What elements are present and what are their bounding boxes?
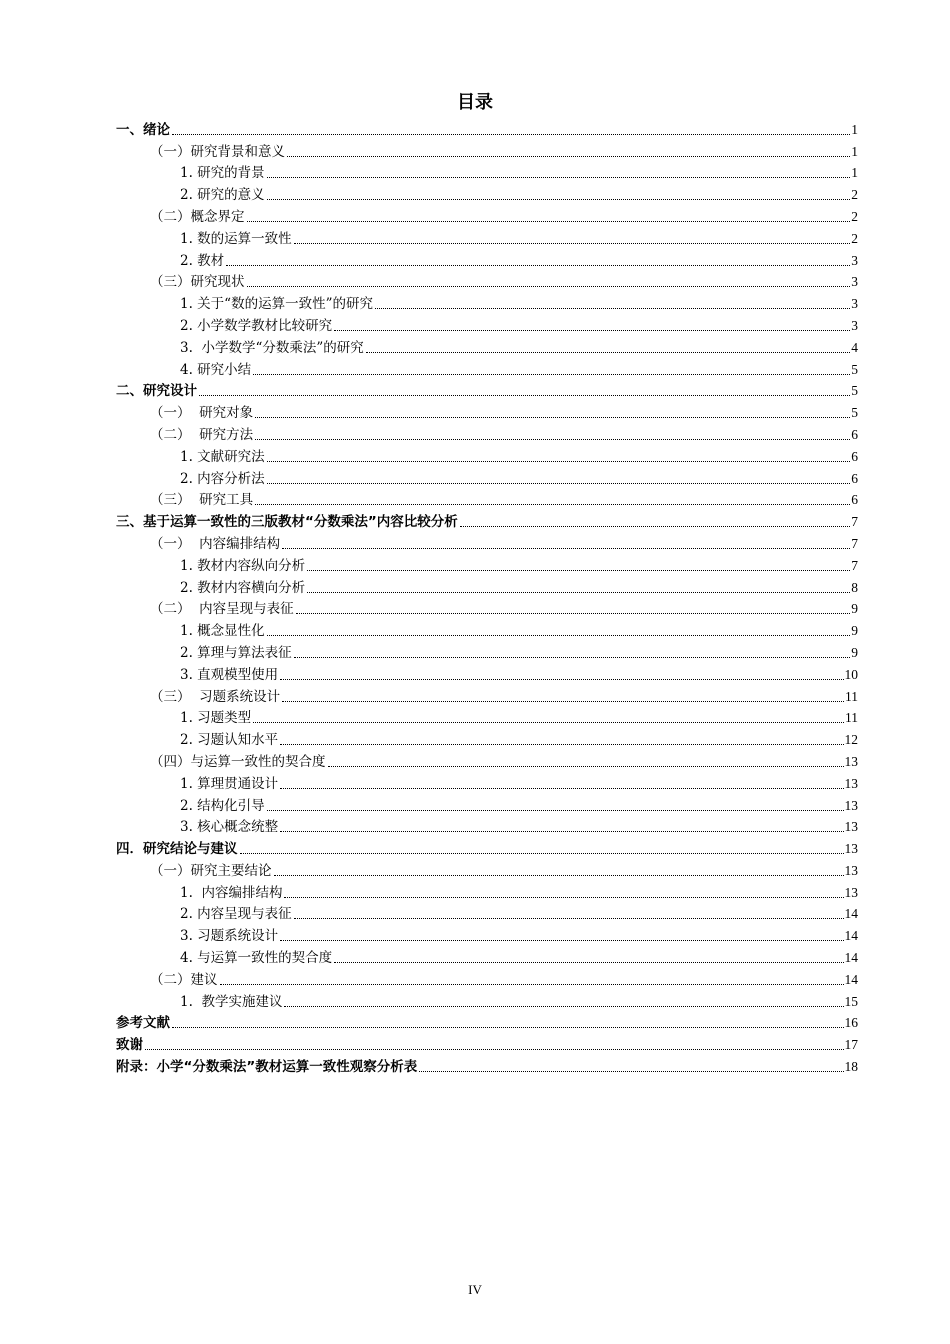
toc-entry-page-number: 13 <box>844 775 858 791</box>
toc-entry[interactable] <box>0 596 858 618</box>
toc-entry[interactable] <box>0 203 858 225</box>
dot-leader <box>267 634 851 636</box>
toc-entry-title: 四．研究结论与建议 <box>116 841 238 858</box>
dot-leader <box>267 460 851 462</box>
toc-entry-title: 2. 教材 <box>180 252 225 269</box>
toc-entry-page-number: 6 <box>851 426 858 442</box>
toc-entry-title: 3. 习题系统设计 <box>180 928 279 945</box>
dot-leader <box>255 438 850 440</box>
dot-leader <box>255 416 850 418</box>
toc-entry[interactable] <box>0 508 858 530</box>
dot-leader <box>375 307 850 309</box>
toc-entry[interactable] <box>0 705 858 727</box>
dot-leader <box>328 765 844 767</box>
toc-entry[interactable] <box>0 792 858 814</box>
dot-leader <box>284 896 843 898</box>
dot-leader <box>220 983 844 985</box>
dot-leader <box>280 830 843 832</box>
toc-entry[interactable] <box>0 116 858 138</box>
toc-entry[interactable] <box>0 225 858 247</box>
toc-entry-page-number: 5 <box>851 383 858 399</box>
dot-leader <box>280 939 843 941</box>
toc-entry-page-number: 12 <box>844 732 858 748</box>
toc-entry[interactable] <box>0 378 858 400</box>
dot-leader <box>334 329 850 331</box>
toc-entry[interactable] <box>0 290 858 312</box>
dot-leader <box>282 547 850 549</box>
toc-entry-page-number: 2 <box>851 187 858 203</box>
toc-entry[interactable] <box>0 356 858 378</box>
toc-entry-page-number: 3 <box>851 252 858 268</box>
dot-leader <box>253 373 850 375</box>
toc-entry-title: （三）研究现状 <box>150 274 245 291</box>
toc-entry[interactable] <box>0 814 858 836</box>
toc-entry[interactable] <box>0 312 858 334</box>
toc-entry[interactable] <box>0 661 858 683</box>
toc-entry[interactable] <box>0 421 858 443</box>
toc-entry[interactable] <box>0 334 858 356</box>
dot-leader <box>247 220 851 222</box>
toc-entry-title: 1. 数的运算一致性 <box>180 230 292 247</box>
toc-entry-title: 1. 教材内容纵向分析 <box>180 557 306 574</box>
toc-entry-page-number: 10 <box>844 666 858 682</box>
toc-entry-page-number: 5 <box>851 361 858 377</box>
dot-leader <box>419 1070 843 1072</box>
toc-entry-page-number: 14 <box>844 950 858 966</box>
dot-leader <box>296 612 851 614</box>
toc-entry-title: 1. 算理贯通设计 <box>180 775 279 792</box>
toc-entry[interactable] <box>0 1010 858 1032</box>
toc-entry-page-number: 13 <box>844 884 858 900</box>
toc-entry-title: （二） 研究方法 <box>150 426 254 443</box>
toc-entry-title: 2. 习题认知水平 <box>180 732 279 749</box>
dot-leader <box>274 874 844 876</box>
toc-entry-title: （二）概念界定 <box>150 208 245 225</box>
toc-entry-page-number: 6 <box>851 492 858 508</box>
toc-entry-title: 1. 研究的背景 <box>180 165 265 182</box>
dot-leader <box>267 482 851 484</box>
toc-entry-page-number: 16 <box>844 1015 858 1031</box>
toc-entry-page-number: 14 <box>844 906 858 922</box>
toc-entry[interactable] <box>0 944 858 966</box>
dot-leader <box>172 133 850 135</box>
toc-entry[interactable] <box>0 966 858 988</box>
dot-leader <box>294 242 851 244</box>
toc-entry[interactable] <box>0 617 858 639</box>
toc-entry-title: 2. 结构化引导 <box>180 797 265 814</box>
toc-entry[interactable] <box>0 922 858 944</box>
table-of-contents <box>0 116 950 1075</box>
toc-entry-title: （三） 习题系统设计 <box>150 688 281 705</box>
dot-leader <box>280 678 843 680</box>
toc-entry-title: 3. 核心概念统整 <box>180 819 279 836</box>
dot-leader <box>267 176 851 178</box>
toc-entry-page-number: 14 <box>844 928 858 944</box>
toc-entry-page-number: 2 <box>851 230 858 246</box>
dot-leader <box>334 961 843 963</box>
toc-entry[interactable] <box>0 247 858 269</box>
dot-leader <box>284 1005 843 1007</box>
toc-entry-title: 3. 小学数学“分数乘法”的研究 <box>180 339 364 356</box>
dot-leader <box>280 743 843 745</box>
dot-leader <box>280 787 843 789</box>
toc-entry[interactable] <box>0 879 858 901</box>
toc-entry-page-number: 13 <box>844 753 858 769</box>
toc-entry-title: 1. 文献研究法 <box>180 448 265 465</box>
toc-entry-page-number: 7 <box>851 514 858 530</box>
toc-entry-title: 1. 习题类型 <box>180 710 252 727</box>
toc-entry-page-number: 7 <box>851 557 858 573</box>
toc-entry[interactable] <box>0 901 858 923</box>
toc-entry-title: 致谢 <box>116 1037 143 1054</box>
toc-entry-title: 二、研究设计 <box>116 383 197 400</box>
dot-leader <box>240 852 844 854</box>
toc-entry-title: （一）研究背景和意义 <box>150 143 285 160</box>
toc-entry-page-number: 5 <box>851 405 858 421</box>
toc-entry-page-number: 1 <box>851 165 858 181</box>
toc-entry[interactable] <box>0 487 858 509</box>
toc-entry-page-number: 13 <box>844 862 858 878</box>
toc-entry-title: 2. 小学数学教材比较研究 <box>180 317 333 334</box>
dot-leader <box>145 1048 844 1050</box>
toc-entry[interactable] <box>0 530 858 552</box>
toc-entry-page-number: 2 <box>851 208 858 224</box>
toc-entry-title: 4. 研究小结 <box>180 361 252 378</box>
toc-entry[interactable] <box>0 639 858 661</box>
toc-entry-page-number: 13 <box>844 797 858 813</box>
dot-leader <box>267 198 851 200</box>
toc-entry-page-number: 13 <box>844 841 858 857</box>
dot-leader <box>226 264 850 266</box>
footer-page-number: IV <box>468 1282 482 1297</box>
toc-entry-page-number: 6 <box>851 470 858 486</box>
toc-entry-title: 2. 教材内容横向分析 <box>180 579 306 596</box>
dot-leader <box>460 525 851 527</box>
toc-entry-title: 2. 研究的意义 <box>180 187 265 204</box>
toc-entry-page-number: 11 <box>845 710 858 726</box>
dot-leader <box>282 700 844 702</box>
dot-leader <box>172 1026 844 1028</box>
toc-entry-title: 4. 与运算一致性的契合度 <box>180 950 333 967</box>
toc-entry[interactable] <box>0 1031 858 1053</box>
dot-leader <box>247 285 851 287</box>
toc-entry-page-number: 9 <box>851 601 858 617</box>
toc-entry-page-number: 9 <box>851 623 858 639</box>
toc-entry[interactable] <box>0 443 858 465</box>
toc-entry-title: （一） 研究对象 <box>150 405 254 422</box>
toc-entry-title: 3. 直观模型使用 <box>180 666 279 683</box>
toc-entry[interactable] <box>0 465 858 487</box>
dot-leader <box>307 591 850 593</box>
toc-entry-title: 1. 教学实施建议 <box>180 993 283 1010</box>
dot-leader <box>255 503 850 505</box>
toc-entry-title: 2. 算理与算法表征 <box>180 644 292 661</box>
toc-entry-page-number: 4 <box>851 339 858 355</box>
toc-entry[interactable] <box>0 574 858 596</box>
toc-entry-title: 一、绪论 <box>116 121 170 138</box>
toc-entry-page-number: 17 <box>844 1037 858 1053</box>
toc-entry[interactable] <box>0 726 858 748</box>
toc-entry-title: 1. 关于“数的运算一致性”的研究 <box>180 296 373 313</box>
toc-entry-title: （二）建议 <box>150 971 218 988</box>
toc-entry[interactable] <box>0 857 858 879</box>
toc-entry-page-number: 3 <box>851 274 858 290</box>
toc-entry-page-number: 1 <box>851 143 858 159</box>
toc-entry-page-number: 7 <box>851 535 858 551</box>
toc-entry[interactable] <box>0 138 858 160</box>
dot-leader <box>307 569 850 571</box>
toc-entry[interactable] <box>0 835 858 857</box>
toc-entry[interactable] <box>0 552 858 574</box>
dot-leader <box>199 394 850 396</box>
toc-entry-title: （三） 研究工具 <box>150 492 254 509</box>
toc-entry-title: 2. 内容呈现与表征 <box>180 906 292 923</box>
toc-entry[interactable] <box>0 181 858 203</box>
dot-leader <box>366 351 850 353</box>
toc-entry-page-number: 15 <box>844 993 858 1009</box>
toc-entry[interactable] <box>0 269 858 291</box>
toc-entry-page-number: 8 <box>851 579 858 595</box>
toc-entry-page-number: 3 <box>851 317 858 333</box>
toc-entry-page-number: 3 <box>851 296 858 312</box>
toc-entry-title: （一）研究主要结论 <box>150 862 272 879</box>
toc-entry-title: 三、基于运算一致性的三版教材“分数乘法”内容比较分析 <box>116 514 458 531</box>
dot-leader <box>267 809 844 811</box>
toc-entry[interactable] <box>0 683 858 705</box>
toc-entry-title: 参考文献 <box>116 1015 170 1032</box>
toc-entry[interactable] <box>0 770 858 792</box>
toc-entry-title: （四）与运算一致性的契合度 <box>150 753 326 770</box>
toc-entry[interactable] <box>0 399 858 421</box>
toc-entry-title: （二） 内容呈现与表征 <box>150 601 294 618</box>
toc-entry-page-number: 11 <box>845 688 858 704</box>
toc-entry-page-number: 18 <box>844 1059 858 1075</box>
toc-entry-title: 附录：小学“分数乘法”教材运算一致性观察分析表 <box>116 1059 418 1076</box>
toc-entry-page-number: 14 <box>844 971 858 987</box>
dot-leader <box>294 656 851 658</box>
dot-leader <box>294 917 844 919</box>
toc-entry[interactable] <box>0 160 858 182</box>
toc-entry-page-number: 6 <box>851 448 858 464</box>
page-title: 目录 <box>457 92 493 113</box>
toc-entry[interactable] <box>0 748 858 770</box>
toc-entry-title: 1. 内容编排结构 <box>180 884 283 901</box>
toc-entry[interactable] <box>0 1053 858 1075</box>
toc-entry-title: 1. 概念显性化 <box>180 623 265 640</box>
toc-entry-page-number: 9 <box>851 644 858 660</box>
dot-leader <box>253 721 844 723</box>
dot-leader <box>287 155 850 157</box>
toc-entry-title: 2. 内容分析法 <box>180 470 265 487</box>
toc-entry[interactable] <box>0 988 858 1010</box>
toc-entry-page-number: 13 <box>844 819 858 835</box>
toc-entry-title: （一） 内容编排结构 <box>150 535 281 552</box>
toc-entry-page-number: 1 <box>851 121 858 137</box>
